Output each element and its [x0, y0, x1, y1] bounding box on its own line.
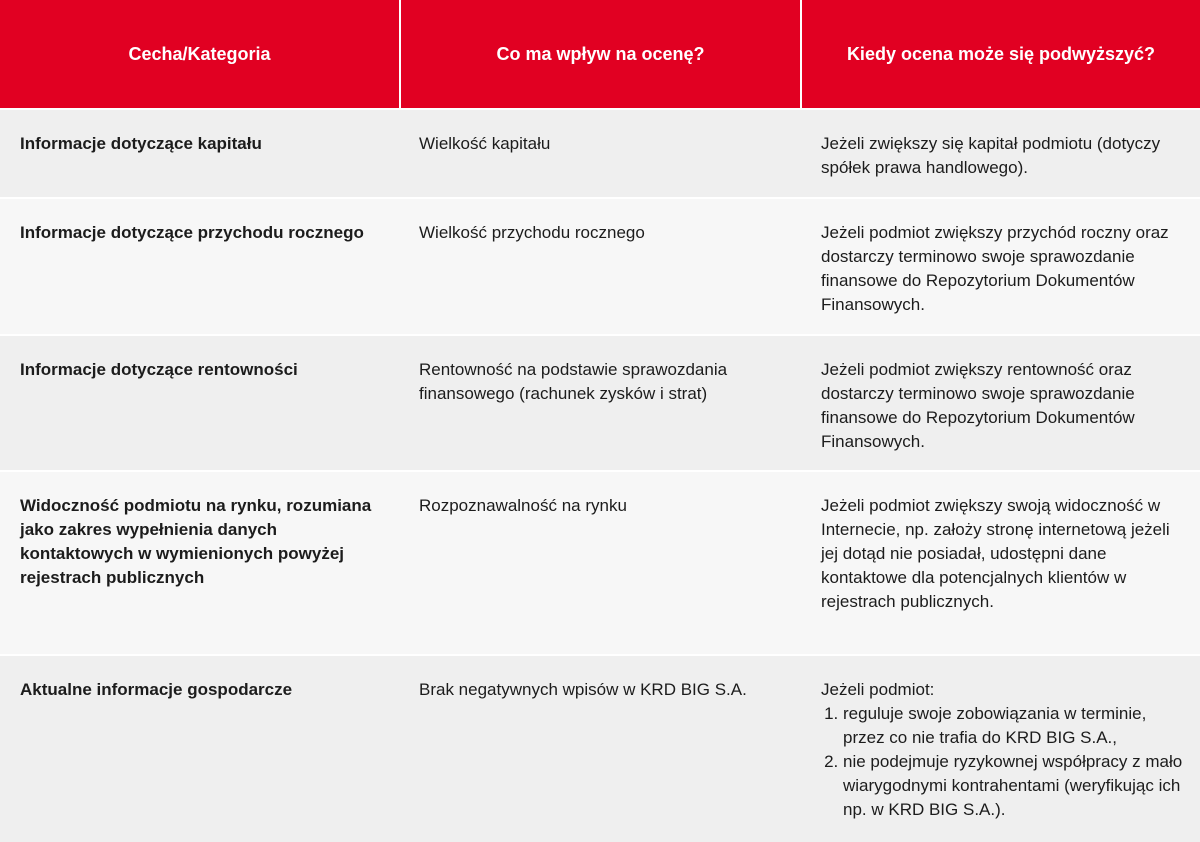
category-cell: Informacje dotyczące przychodu rocznego	[20, 223, 364, 242]
when-list-item: 2. nie podejmuje ryzykownej współpracy z mało wiarygodnymi kontrahentami (weryfikując ich np. w KRD BIG S.A.).	[843, 750, 1183, 822]
header-influence	[401, 0, 800, 108]
category-cell: Informacje dotyczące kapitału	[20, 134, 262, 153]
category-cell: Aktualne informacje gospodarcze	[20, 680, 293, 699]
influence-cell: Wielkość przychodu rocznego	[419, 223, 645, 242]
when-list-item: 1. reguluje swoje zobowiązania w terminie, przez co nie trafia do KRD BIG S.A.,	[843, 702, 1183, 750]
when-list	[821, 702, 1183, 822]
table-row	[0, 656, 1200, 842]
table-row	[0, 199, 1200, 334]
header-when	[802, 0, 1200, 108]
header-influence-label: Co ma wpływ na ocenę?	[496, 43, 705, 64]
when-cell: Jeżeli zwiększy się kapitał podmiotu (dotyczy spółek prawa handlowego).	[821, 134, 1161, 177]
category-cell: Widoczność podmiotu na rynku, rozumiana jako zakres wypełnienia danych kontaktowych w wymienionych powyżej rejestrach publicznych	[20, 496, 372, 587]
category-cell: Informacje dotyczące rentowności	[20, 360, 298, 379]
header-category-label: Cecha/Kategoria	[128, 43, 271, 64]
table-row	[0, 110, 1200, 197]
influence-cell: Wielkość kapitału	[419, 134, 551, 153]
table-row	[0, 336, 1200, 470]
influence-cell: Brak negatywnych wpisów w KRD BIG S.A.	[419, 680, 747, 699]
header-when-label: Kiedy ocena może się podwyższyć?	[846, 43, 1156, 64]
header-category	[0, 0, 399, 108]
when-intro: Jeżeli podmiot:	[821, 680, 935, 699]
when-cell: Jeżeli podmiot zwiększy przychód roczny oraz dostarczy terminowo swoje sprawozdanie finansowe do Repozytorium Dokumentów Finansowych.	[821, 223, 1169, 314]
when-cell: Jeżeli podmiot zwiększy rentowność oraz dostarczy terminowo swoje sprawozdanie finansowe do Repozytorium Dokumentów Finansowych.	[821, 360, 1135, 451]
influence-cell: Rentowność na podstawie sprawozdania finansowego (rachunek zysków i strat)	[419, 360, 728, 403]
table-row	[0, 472, 1200, 654]
when-cell	[821, 678, 1183, 822]
influence-cell: Rozpoznawalność na rynku	[419, 496, 627, 515]
when-cell: Jeżeli podmiot zwiększy swoją widoczność w Internecie, np. założy stronę internetową jeżeli jej dotąd nie posiadał, udostępni dane kontaktowe dla potencjalnych klientów w rejestrach publicznych.	[821, 496, 1170, 611]
